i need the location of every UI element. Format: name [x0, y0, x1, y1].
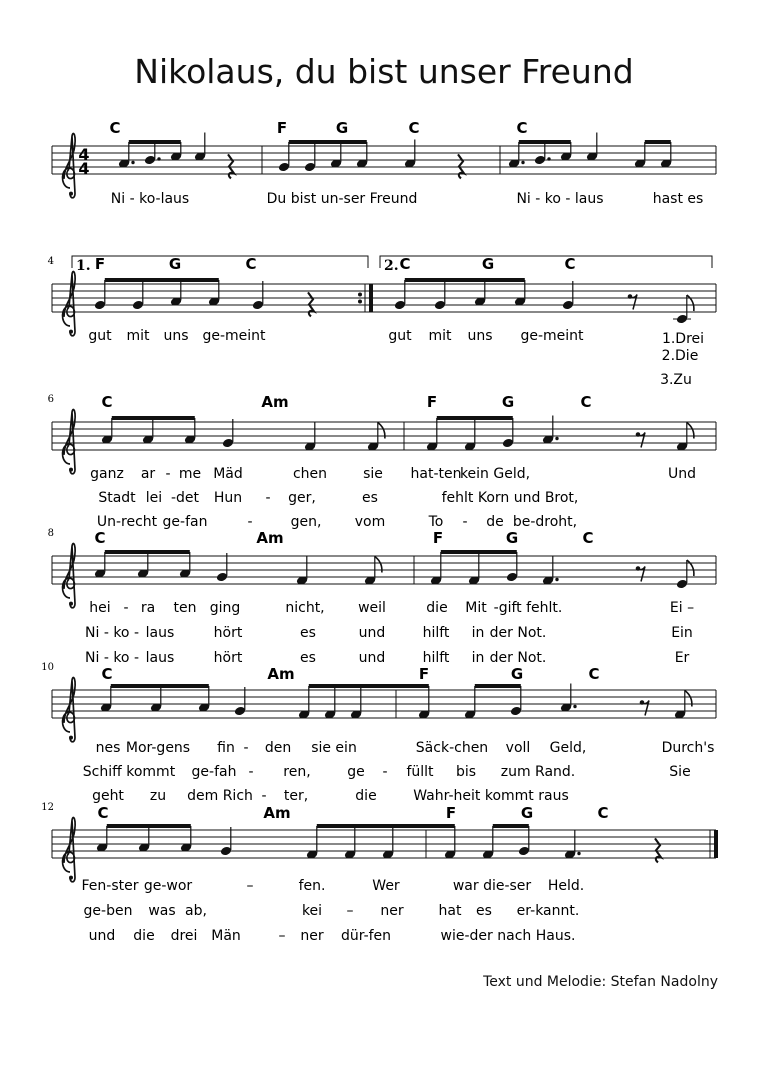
verse-lyric-start: 2.Die — [661, 348, 699, 364]
chord-symbol: C — [97, 804, 109, 822]
lyric-syllable: – — [278, 928, 286, 944]
lyric-syllable: und — [88, 928, 116, 944]
lyric-syllable: mit — [428, 328, 452, 344]
lyric-syllable: dür-fen — [340, 928, 392, 944]
lyric-syllable: uns — [163, 328, 189, 344]
lyric-syllable: hört — [213, 650, 243, 666]
lyric-syllable: in — [471, 650, 485, 666]
lyric-syllable: Und — [667, 466, 697, 482]
lyric-syllable: ar — [140, 466, 156, 482]
lyric-syllable: die — [133, 928, 155, 944]
chord-symbol: Am — [263, 804, 291, 822]
lyric-syllable: Du bist un-ser Freund — [266, 191, 418, 207]
lyric-syllable: den — [264, 740, 292, 756]
lyric-syllable: - — [261, 788, 267, 804]
lyric-syllable: voll — [505, 740, 531, 756]
lyric-syllable: kei — [301, 903, 323, 919]
lyric-syllable: mit — [126, 328, 150, 344]
lyric-syllable: was — [148, 903, 176, 919]
measure-number: 4 — [47, 256, 54, 267]
lyric-syllable: -gift fehlt. — [493, 600, 563, 616]
quarter-rest — [308, 292, 314, 316]
lyric-syllable: ren, — [283, 764, 311, 780]
lyric-syllable: laus — [145, 625, 175, 641]
lyric-syllable: Schiff kommt — [82, 764, 176, 780]
treble-clef-dot — [69, 876, 73, 880]
lyric-syllable: uns — [467, 328, 493, 344]
lyric-syllable: es — [300, 625, 316, 641]
lyric-syllable: ab, — [185, 903, 207, 919]
lyric-syllable: fen. — [298, 878, 326, 894]
chord-symbol: Am — [267, 665, 295, 683]
lyric-syllable: Geld, — [549, 740, 587, 756]
lyric-syllable: hei — [89, 600, 111, 616]
lyric-syllable: Held. — [547, 878, 585, 894]
treble-clef-dot — [69, 736, 73, 740]
lyric-syllable: gut — [88, 328, 112, 344]
time-signature-denominator: 4 — [78, 159, 90, 178]
lyric-syllable: der Not. — [489, 650, 547, 666]
lyric-syllable: Ni - ko - — [85, 625, 139, 641]
lyric-syllable: lei — [145, 490, 163, 506]
augmentation-dot — [131, 161, 134, 164]
measure-number: 10 — [41, 662, 54, 673]
treble-clef-dot — [69, 330, 73, 334]
lyric-syllable: die — [426, 600, 448, 616]
note-flag — [687, 560, 694, 576]
augmentation-dot — [555, 578, 558, 581]
lyric-syllable: hat-ten — [410, 466, 462, 482]
chord-symbol: C — [580, 393, 592, 411]
lyric-syllable: Wahr-heit kommt raus — [413, 788, 569, 804]
chord-symbol: C — [399, 255, 411, 273]
treble-clef — [63, 544, 76, 608]
lyric-syllable: ge-wor — [143, 878, 193, 894]
time-signature-numerator: 4 — [78, 145, 90, 164]
lyric-syllable: in — [471, 625, 485, 641]
lyric-syllable: - — [165, 466, 171, 482]
lyric-syllable: be-droht, — [512, 514, 578, 530]
treble-clef — [63, 272, 76, 336]
chord-symbol: C — [408, 119, 420, 137]
measure-number: 8 — [47, 528, 54, 539]
treble-clef-dot — [69, 602, 73, 606]
lyric-syllable: Ein — [671, 625, 693, 641]
lyric-syllable: gut — [388, 328, 412, 344]
lyric-syllable: - — [462, 514, 468, 530]
chord-symbol: Am — [261, 393, 289, 411]
lyric-syllable: ge — [347, 764, 365, 780]
lyric-syllable: - — [248, 764, 254, 780]
lyric-syllable: ging — [209, 600, 241, 616]
lyric-syllable: Ei – — [669, 600, 695, 616]
lyric-syllable: Ni - ko - — [85, 650, 139, 666]
lyric-syllable: Er — [674, 650, 690, 666]
lyric-syllable: der Not. — [489, 625, 547, 641]
lyric-syllable: hilft — [422, 650, 450, 666]
lyric-syllable: nes — [95, 740, 121, 756]
lyric-syllable: und — [358, 625, 386, 641]
lyric-syllable: Durch's — [661, 740, 715, 756]
verse-lyric-start: 3.Zu — [660, 372, 692, 388]
augmentation-dot — [577, 852, 580, 855]
lyric-syllable: Hun — [213, 490, 243, 506]
lyric-syllable: die — [355, 788, 377, 804]
note-flag — [687, 295, 694, 311]
lyric-syllable: – — [346, 903, 354, 919]
lyric-syllable: hast es — [652, 191, 704, 207]
measure-number: 12 — [41, 802, 54, 813]
lyric-syllable: ger, — [288, 490, 316, 506]
lyric-syllable: es — [476, 903, 492, 919]
lyric-syllable: de — [486, 514, 504, 530]
chord-symbol: C — [101, 393, 113, 411]
augmentation-dot — [157, 157, 160, 160]
chord-symbol: F — [418, 665, 430, 683]
lyric-syllable: Mit — [465, 600, 487, 616]
augmentation-dot — [555, 437, 558, 440]
lyric-syllable: dem Rich — [187, 788, 253, 804]
lyric-syllable: sie ein — [311, 740, 357, 756]
lyric-syllable: ner — [300, 928, 324, 944]
chord-symbol: F — [445, 804, 457, 822]
lyric-syllable: zum Rand. — [500, 764, 576, 780]
lyric-syllable: Wer — [372, 878, 400, 894]
measure-number: 6 — [47, 394, 54, 405]
lyric-syllable: laus — [145, 650, 175, 666]
lyric-syllable: und — [358, 650, 386, 666]
repeat-dot — [358, 300, 362, 304]
lyric-syllable: wie-der nach Haus. — [440, 928, 576, 944]
verse-lyric-start: 1.Drei — [661, 331, 705, 347]
lyric-syllable: ra — [140, 600, 156, 616]
lyric-syllable: To — [428, 514, 444, 530]
volta-bracket — [72, 256, 368, 268]
lyric-syllable: ge-meint — [202, 328, 266, 344]
lyric-syllable: weil — [358, 600, 386, 616]
chord-symbol: F — [426, 393, 438, 411]
lyric-syllable: chen — [292, 466, 328, 482]
lyric-syllable: - — [265, 490, 271, 506]
chord-symbol: F — [432, 529, 444, 547]
chord-symbol: C — [564, 255, 576, 273]
quarter-rest — [228, 154, 234, 178]
quarter-rest — [655, 838, 661, 862]
lyric-syllable: füllt — [406, 764, 434, 780]
treble-clef-dot — [69, 192, 73, 196]
lyric-syllable: Ni - ko-laus — [110, 191, 190, 207]
lyric-syllable: geht — [92, 788, 124, 804]
volta-label: 1. — [76, 258, 91, 274]
chord-symbol: G — [520, 804, 534, 822]
lyric-syllable: ganz — [90, 466, 124, 482]
chord-symbol: Am — [256, 529, 284, 547]
chord-symbol: G — [481, 255, 495, 273]
augmentation-dot — [547, 157, 550, 160]
lyric-syllable: -det — [170, 490, 200, 506]
lyric-syllable: Ni - ko - laus — [516, 191, 604, 207]
lyric-syllable: gen, — [290, 514, 322, 530]
lyric-syllable: - — [243, 740, 249, 756]
volta-bracket — [380, 256, 712, 268]
lyric-syllable: hört — [213, 625, 243, 641]
lyric-syllable: er-kannt. — [516, 903, 580, 919]
chord-symbol: C — [101, 665, 113, 683]
lyric-syllable: ten — [173, 600, 197, 616]
lyric-syllable: ge-meint — [520, 328, 584, 344]
treble-clef-dot — [69, 468, 73, 472]
chord-symbol: F — [94, 255, 106, 273]
lyric-syllable: hat — [438, 903, 462, 919]
lyric-syllable: me — [178, 466, 202, 482]
treble-clef — [63, 818, 76, 882]
chord-symbol: G — [505, 529, 519, 547]
lyric-syllable: es — [362, 490, 378, 506]
lyric-syllable: zu — [149, 788, 167, 804]
treble-clef — [63, 134, 76, 198]
lyric-syllable: - — [247, 514, 253, 530]
chord-symbol: G — [501, 393, 515, 411]
chord-symbol: C — [588, 665, 600, 683]
lyric-syllable: ge-fan — [162, 514, 208, 530]
lyric-syllable: ge-fah — [191, 764, 237, 780]
lyric-syllable: drei — [170, 928, 198, 944]
lyric-syllable: fin — [217, 740, 235, 756]
chord-symbol: G — [510, 665, 524, 683]
credit-line: Text und Melodie: Stefan Nadolny — [483, 974, 718, 990]
lyric-syllable: Un-recht — [96, 514, 158, 530]
lyric-syllable: ner — [380, 903, 404, 919]
lyric-syllable: Fen-ster — [81, 878, 139, 894]
lyric-syllable: Män — [211, 928, 241, 944]
chord-symbol: C — [516, 119, 528, 137]
song-title: Nikolaus, du bist unser Freund — [134, 52, 634, 91]
augmentation-dot — [573, 705, 576, 708]
chord-symbol: C — [597, 804, 609, 822]
lyric-syllable: nicht, — [285, 600, 325, 616]
lyric-syllable: Mor-gens — [125, 740, 191, 756]
lyric-syllable: Säck-chen — [415, 740, 489, 756]
chord-symbol: C — [245, 255, 257, 273]
treble-clef — [63, 410, 76, 474]
volta-label: 2. — [384, 258, 399, 274]
lyric-syllable: vom — [354, 514, 386, 530]
quarter-rest — [458, 154, 464, 178]
chord-symbol: C — [94, 529, 106, 547]
lyric-syllable: ter, — [283, 788, 309, 804]
lyric-syllable: war die-ser — [452, 878, 532, 894]
lyric-syllable: - — [123, 600, 129, 616]
lyric-syllable: es — [300, 650, 316, 666]
chord-symbol: G — [335, 119, 349, 137]
lyric-syllable: - — [382, 764, 388, 780]
lyric-syllable: hilft — [422, 625, 450, 641]
chord-symbol: F — [276, 119, 288, 137]
chord-symbol: G — [168, 255, 182, 273]
lyric-syllable: kein Geld, — [459, 466, 531, 482]
lyric-syllable: ge-ben — [83, 903, 133, 919]
lyric-syllable: bis — [455, 764, 477, 780]
lyric-syllable: Mäd — [213, 466, 243, 482]
lyric-syllable: – — [246, 878, 254, 894]
treble-clef — [63, 678, 76, 742]
lyric-syllable: fehlt Korn und Brot, — [441, 490, 579, 506]
chord-symbol: C — [582, 529, 594, 547]
lyric-syllable: Stadt — [98, 490, 136, 506]
augmentation-dot — [521, 161, 524, 164]
lyric-syllable: sie — [363, 466, 383, 482]
repeat-dot — [358, 293, 362, 297]
lyric-syllable: Sie — [669, 764, 691, 780]
chord-symbol: C — [109, 119, 121, 137]
